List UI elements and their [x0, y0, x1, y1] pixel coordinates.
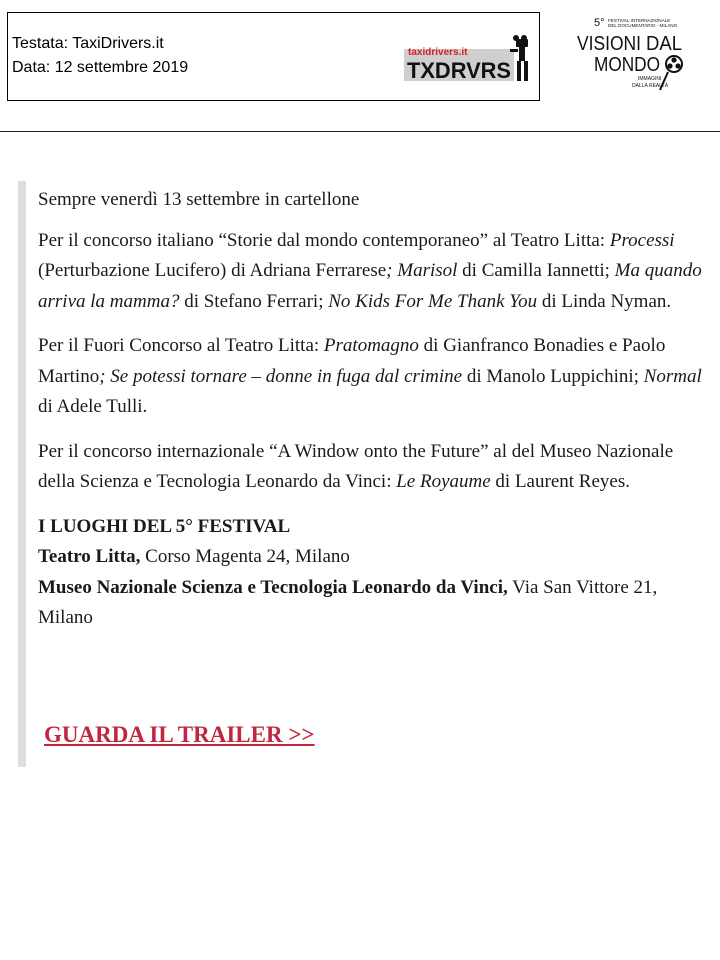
vdm-tag-1: IMMAGINI [638, 76, 662, 82]
date-label: Data: 12 settembre 2019 [12, 59, 189, 76]
visioni-dal-mondo-logo [572, 14, 692, 94]
text-run: Per il concorso italiano “Storie dal mondo contemporaneo” al Teatro Litta: [38, 229, 610, 251]
text-run: di Linda Nyman. [537, 290, 672, 312]
film-title: Normal [643, 365, 702, 387]
vdm-word-visioni: VISIONI [577, 33, 641, 55]
vdm-word-mondo: MONDO [594, 54, 660, 76]
text-run: (Perturbazione Lucifero) di Adriana Ferrarese [38, 260, 387, 281]
text-run: di Camilla Iannetti; [457, 260, 615, 281]
film-title: No Kids For Me Thank You [328, 290, 538, 312]
vdm-subtitle-1: FESTIVAL INTERNAZIONALE [608, 18, 671, 23]
film-title: Ma quando arriva la mamma? [38, 260, 702, 312]
text-run: di Laurent Reyes. [490, 471, 630, 492]
film-title: Le Royaume [396, 471, 491, 492]
text-run: Per il concorso internazionale “A Window onto the Future” al del Museo Nazionale della Scienza e Tecnologia Leonardo da Vinci: [38, 440, 674, 492]
txd-logo-main-text: TXDRVRS [407, 58, 511, 83]
concorso-italiano-paragraph [38, 226, 708, 318]
text-run: di Manolo Luppichini; [462, 365, 644, 387]
film-title: Pratomagno [323, 335, 419, 356]
article-body [38, 185, 708, 648]
venue-1-name: Teatro Litta, [38, 546, 141, 567]
fuori-concorso-paragraph [38, 331, 708, 423]
text-run: di Stefano Ferrari; [179, 290, 329, 312]
txd-logo-top-text: taxidrivers.it [408, 47, 468, 58]
vdm-tag-2: DALLA REALTÀ [632, 83, 669, 89]
header-box [7, 12, 540, 101]
vdm-word-dal: DAL [646, 33, 682, 55]
film-title: ; Se potessi tornare – donne in fuga dal crimine [99, 365, 463, 387]
txdrvrs-logo [404, 35, 536, 85]
film-title: Processi [609, 229, 675, 251]
venues-heading: I LUOGHI DEL 5° FESTIVAL [38, 515, 291, 537]
text-run: Per il Fuori Concorso al Teatro Litta: [38, 335, 324, 356]
venue-1-address: Corso Magenta 24, Milano [140, 546, 350, 567]
concorso-internazionale-paragraph [38, 437, 708, 498]
header-divider [0, 131, 720, 132]
text-run: di Gianfranco Bonadies e Paolo Martino [38, 335, 666, 387]
film-title: ; Marisol [386, 260, 458, 281]
venues-block [38, 512, 708, 634]
venue-2-address: Via San Vittore 21, Milano [38, 576, 658, 628]
vdm-edition-number: 5° [594, 17, 605, 29]
testata-label: Testata: TaxiDrivers.it [12, 35, 164, 52]
text-run: di Adele Tulli. [38, 396, 148, 417]
vdm-subtitle-2: DEL DOCUMENTARIO - MILANO [608, 23, 678, 28]
venue-2-name: Museo Nazionale Scienza e Tecnologia Leonardo da Vinci, [38, 576, 508, 598]
blockquote-bar [18, 181, 26, 767]
intro-paragraph: Sempre venerdì 13 settembre in cartellone [38, 189, 360, 210]
trailer-link[interactable]: GUARDA IL TRAILER >> [44, 722, 315, 747]
